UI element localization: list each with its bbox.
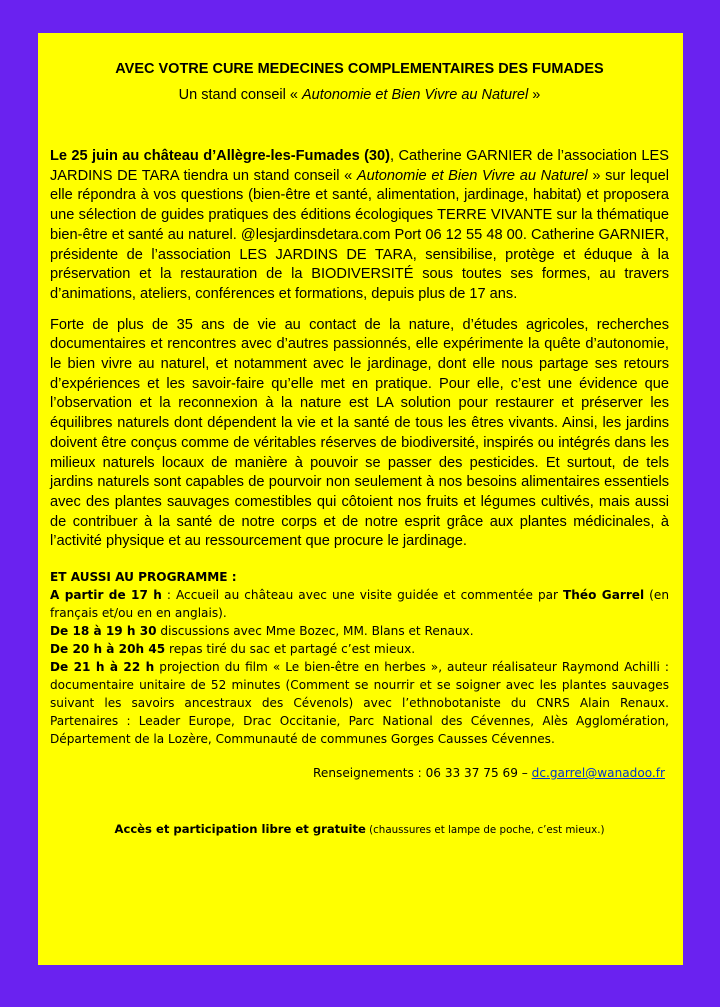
intro-text-a: , Catherine GARNIER de l’association LES JARDINS DE TARA tiendra un stand conseil « (50, 148, 669, 184)
programme-item-2-text: discussions avec Mme Bozec, MM. Blans et Renaux. (156, 624, 474, 639)
programme-section (50, 568, 669, 748)
intro-paragraph (50, 147, 669, 305)
programme-item-1-time: A partir de 17 h (50, 588, 162, 603)
programme-item-2-time: De 18 à 19 h 30 (50, 624, 157, 639)
programme-item-1-text: : Accueil au château avec une visite guidée et commentée par (161, 588, 564, 603)
programme-item-3-time: De 20 h à 20h 45 (50, 642, 166, 657)
programme-item-1-text2: (en français et/ou en en anglais). (50, 588, 669, 621)
intro-bold-paren: ) (385, 148, 391, 164)
flyer-page (38, 33, 683, 965)
contact-label: Renseignements : 06 33 37 75 69 – (313, 766, 532, 781)
programme-item-2 (50, 622, 669, 640)
intro-bold-lead: Le 25 juin au château d’Allègre-les-Fumades (30 (50, 148, 386, 164)
intro-italic: Autonomie et Bien Vivre au Naturel (356, 167, 588, 184)
body-paragraph: Forte de plus de 35 ans de vie au contact de la nature, d’études agricoles, recherches documentaires et rencontres avec d’autres passionnés, elle expérimente la quête d’autonomie, le bien vivre au naturel, et notamment avec le jardinage, dont elle nous partage ses retours d’expériences et les savoir-faire qu’elle met en pratique. Pour elle, c’est une évidence que l’observation et la reconnexion à la nature est LA solution pour restaurer et préserver les équilibres naturels dont dépendent la vie et la santé de tous les êtres vivants. Ainsi, les jardins doivent être conçus comme de véritables réserves de biodiversité, inspirés ou intégrés dans les milieux naturels locaux de manière à pouvoir se passer des pesticides. Et surtout, de tels jardins naturels sont capables de pourvoir non seulement à nos besoins alimentaires essentiels avec des plantes sauvages comestibles qui côtoient nos fruits et légumes cultivés, mais aussi de contribuer à la santé de notre corps et de notre esprit grâce aux plantes médicinales, à l’activité physique et au ressourcement que procure le jardinage. (50, 316, 669, 550)
footer-bold: Accès et participation libre et gratuite (114, 822, 366, 837)
programme-item-1 (50, 586, 669, 622)
programme-item-4-text: projection du film « Le bien-être en herbes », auteur réalisateur Raymond Achilli : documentaire unitaire de 52 minutes (Comment se nourrir et se soigner avec les plantes sauvages suivant les savoirs ancestraux des Cévenols) avec l’ethnobotaniste du CNRS Alain Renaux. Partenaires : Leader Europe, Drac Occitanie, Parc National des Cévennes, Alès Agglomération, Département de la Lozère, Communauté de communes Gorges Causses Cévennes. (50, 660, 669, 747)
subtitle-prefix: Un stand conseil « (178, 87, 302, 103)
document-subtitle (50, 85, 669, 105)
footer-note (50, 820, 669, 839)
document-title: AVEC VOTRE CURE MEDECINES COMPLEMENTAIRES DES FUMADES (115, 61, 604, 77)
programme-heading: ET AUSSI AU PROGRAMME : (50, 570, 237, 585)
programme-item-1-name: Théo Garrel (563, 588, 645, 603)
footer-small: (chaussures et lampe de poche, c’est mieux.) (365, 824, 605, 837)
programme-item-4 (50, 658, 669, 748)
programme-item-3 (50, 640, 669, 658)
subtitle-suffix: » (528, 87, 541, 103)
subtitle-italic: Autonomie et Bien Vivre au Naturel (302, 87, 529, 103)
contact-email-link[interactable]: dc.garrel@wanadoo.fr (531, 766, 665, 781)
contact-line (50, 764, 669, 782)
programme-item-3-text: repas tiré du sac et partagé c’est mieux. (165, 642, 416, 657)
intro-text-b: » sur lequel elle répondra à vos questions (bien-être et santé, alimentation, jardinage, habitat) et proposera une sélection de guides pratiques des éditions écologiques TERRE VIVANTE sur la thématique bien-être et santé au naturel. @lesjardinsdetara.com Port 06 12 55 48 00. Catherine GARNIER, présidente de l’association LES JARDINS DE TARA, sensibilise, protège et éduque à la préservation et la restauration de la BIODIVERSITÉ sous toutes ses formes, au travers d’animations, ateliers, conférences et formations, depuis plus de 17 ans. (50, 167, 669, 302)
programme-item-4-time: De 21 h à 22 h (50, 660, 155, 675)
